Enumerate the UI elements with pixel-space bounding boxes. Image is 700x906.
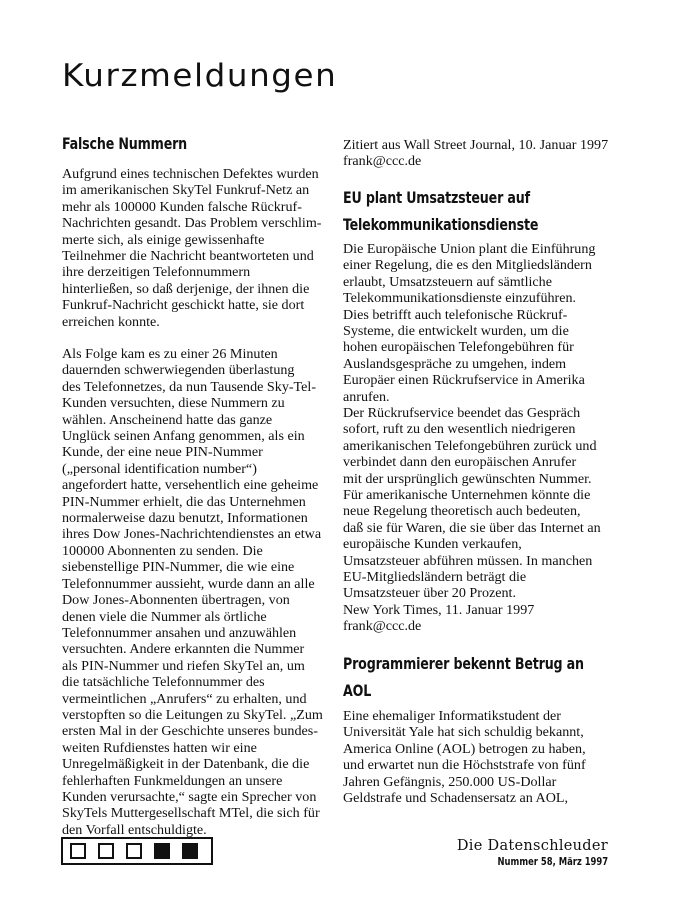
magazine-name: Die Datenschleuder (456, 838, 608, 854)
empty-square-icon (70, 843, 86, 859)
text-line: den Vorfall entschuldigte. (62, 821, 207, 838)
text-line: erreichen konnte. (62, 313, 160, 330)
text-line: Nachrichten gesandt. Das Problem verschlim- (62, 215, 322, 232)
text-line: Die Europäische Union plant die Einführung (343, 241, 596, 257)
text-line: einer Regelung, die es den Mitgliedsländern (343, 257, 592, 274)
text-line: Geldstrafe und Schadensersatz an AOL, (343, 790, 569, 807)
text-line: Telefonnummer ansahen und anzuwählen (62, 624, 297, 641)
text-line: normalerweise dazu benutzt, Informationen (62, 510, 308, 527)
text-line: erlaubt, Umsatzsteuern auf sämtliche (343, 273, 552, 290)
text-line: verbindet dann den europäischen Anrufer (343, 454, 577, 471)
page-marker-squares (61, 837, 213, 865)
text-line: Jahren Gefängnis, 250.000 US-Dollar (343, 773, 557, 790)
text-line: Funkruf-Nachricht geschickt hatte, sie dort (62, 297, 305, 314)
page-title: Kurzmeldungen (62, 58, 338, 94)
empty-square-icon (98, 843, 114, 859)
article-paragraph (62, 166, 321, 330)
text-line: Dies betrifft auch telefonische Rückruf- (343, 306, 568, 323)
article-heading-programmierer-aol (343, 651, 663, 703)
text-line: Telekommunikationsdienste einzuführen. (343, 290, 577, 307)
text-line: als PIN-Nummer und riefen SkyTel an, um (62, 657, 305, 674)
article-paragraph (62, 346, 323, 838)
text-line: daß sie für Waren, die sie über das Internet an (343, 519, 601, 536)
text-line: Eine ehemaliger Informatikstudent der (343, 708, 561, 724)
text-line: America Online (AOL) betrogen zu haben, (343, 740, 586, 757)
text-line: im amerikanischen SkyTel Funkruf-Netz an (62, 182, 310, 199)
article-paragraph (343, 708, 586, 806)
empty-square-icon (126, 843, 142, 859)
text-line: Dow Jones-Abonnenten übertragen, von (62, 592, 290, 609)
source-citation (343, 137, 608, 170)
text-line: Zitiert aus Wall Street Journal, 10. Januar 1997 (343, 137, 609, 153)
text-line: Umsatzsteuer über 20 Prozent. (343, 585, 516, 602)
text-line: („personal identification number“) (62, 460, 257, 477)
text-line: weiten Rufdienstes hatten wir eine (62, 739, 257, 756)
text-line: Der Rückrufservice beendet das Gespräch (343, 405, 581, 421)
text-line: Kunde, der eine neue PIN-Nummer (62, 444, 263, 461)
text-line: Umsatzsteuer abführen müssen. In manchen (343, 552, 593, 569)
text-line: SkyTels Muttergesellschaft MTel, die sich für (62, 805, 320, 822)
text-line: vermeintlichen „Anrufers“ zu erhalten, und (62, 690, 307, 707)
article-heading-eu-umsatzsteuer (343, 185, 663, 237)
text-line: Kunden versuchten, diese Nummern zu (62, 395, 285, 412)
text-line: Telefonnummer aussieht, wurde dann an alle (62, 575, 315, 592)
text-line: Unglück seinen Anfang genommen, als ein (62, 428, 305, 445)
text-line: 100000 Abonnenten zu senden. Die (62, 542, 263, 559)
issue-number: Nummer 58, März 1997 (497, 855, 608, 868)
text-line: merte sich, als einige gewissenhafte (62, 231, 265, 248)
text-line: frank@ccc.de (343, 618, 422, 635)
text-line: frank@ccc.de (343, 153, 422, 170)
text-line: Für amerikanische Unternehmen könnte die (343, 487, 591, 504)
text-line: amerikanischen Telefongebühren zurück und (343, 437, 597, 454)
text-line: hinterließen, so daß derjenige, der ihnen die (62, 280, 310, 297)
text-line: verstopften so die Leitungen zu SkyTel. „Zum (62, 706, 323, 723)
text-line: ihre derzeitigen Telefonnummern (62, 264, 251, 281)
text-line: wählen. Anscheinend hatte das ganze (62, 411, 273, 428)
text-line: versuchten. Andere erkannten die Nummer (62, 641, 305, 658)
article-heading-falsche-nummern: Falsche Nummern (62, 134, 188, 153)
filled-square-icon (154, 843, 170, 859)
text-line: hohen europäischen Telefongebühren für (343, 339, 574, 356)
text-line: PIN-Nummer erhielt, die das Unternehmen (62, 493, 306, 510)
heading-line: Telekommunikationsdienste (343, 215, 539, 234)
text-line: EU-Mitgliedsländern beträgt die (343, 569, 527, 586)
text-line: angefordert hatte, versehentlich eine geheime (62, 477, 319, 494)
text-line: New York Times, 11. Januar 1997 (343, 602, 535, 618)
filled-square-icon (182, 843, 198, 859)
text-line: Als Folge kam es zu einer 26 Minuten (62, 346, 278, 362)
article-paragraph (343, 405, 601, 602)
text-line: Kunden verursachte,“ sagte ein Sprecher von (62, 788, 317, 805)
text-line: europäische Kunden verkaufen, (343, 536, 522, 553)
text-line: Teilnehmer die Nachricht beantworteten und (62, 248, 314, 265)
heading-line: Programmierer bekennt Betrug an (343, 654, 584, 673)
text-line: denen viele die Nummer als örtliche (62, 608, 267, 625)
article-paragraph (343, 241, 595, 405)
text-line: des Telefonnetzes, da nun Tausende Sky-Tel- (62, 378, 317, 395)
heading-line: AOL (343, 681, 372, 700)
text-line: fehlerhaften Funkmeldungen an unsere (62, 772, 283, 789)
heading-line: EU plant Umsatzsteuer auf (343, 188, 530, 207)
text-line: mehr als 100000 Kunden falsche Rückruf- (62, 198, 302, 215)
text-line: Universität Yale hat sich schuldig bekannt, (343, 724, 584, 741)
text-line: und erwartet nun die Höchststrafe von fünf (343, 757, 586, 774)
text-line: anrufen. (343, 388, 390, 405)
text-line: ihres Dow Jones-Nachrichtendienstes an etwa (62, 526, 322, 543)
text-line: Auslandsgespräche zu umgehen, indem (343, 355, 567, 372)
text-line: die tatsächliche Telefonnummer des (62, 674, 265, 691)
text-line: neue Regelung theoretisch auch bedeuten, (343, 503, 581, 520)
source-citation (343, 602, 534, 635)
text-line: Aufgrund eines technischen Defektes wurden (62, 166, 319, 182)
text-line: Europäer einen Rückrufservice in Amerika (343, 372, 585, 389)
text-line: siebenstellige PIN-Nummer, die wie eine (62, 559, 295, 576)
text-line: sofort, ruft zu den wesentlich niedrigeren (343, 421, 576, 438)
text-line: mit der ursprünglich gewünschten Nummer. (343, 470, 592, 487)
text-line: dauernden schwerwiegenden überlastung (62, 362, 295, 379)
text-line: Unregelmäßigkeit in der Datenbank, die die (62, 756, 310, 773)
text-line: ersten Mal in der Geschichte unseres bundes- (62, 723, 318, 740)
text-line: Systeme, die entwickelt wurden, um die (343, 323, 569, 340)
